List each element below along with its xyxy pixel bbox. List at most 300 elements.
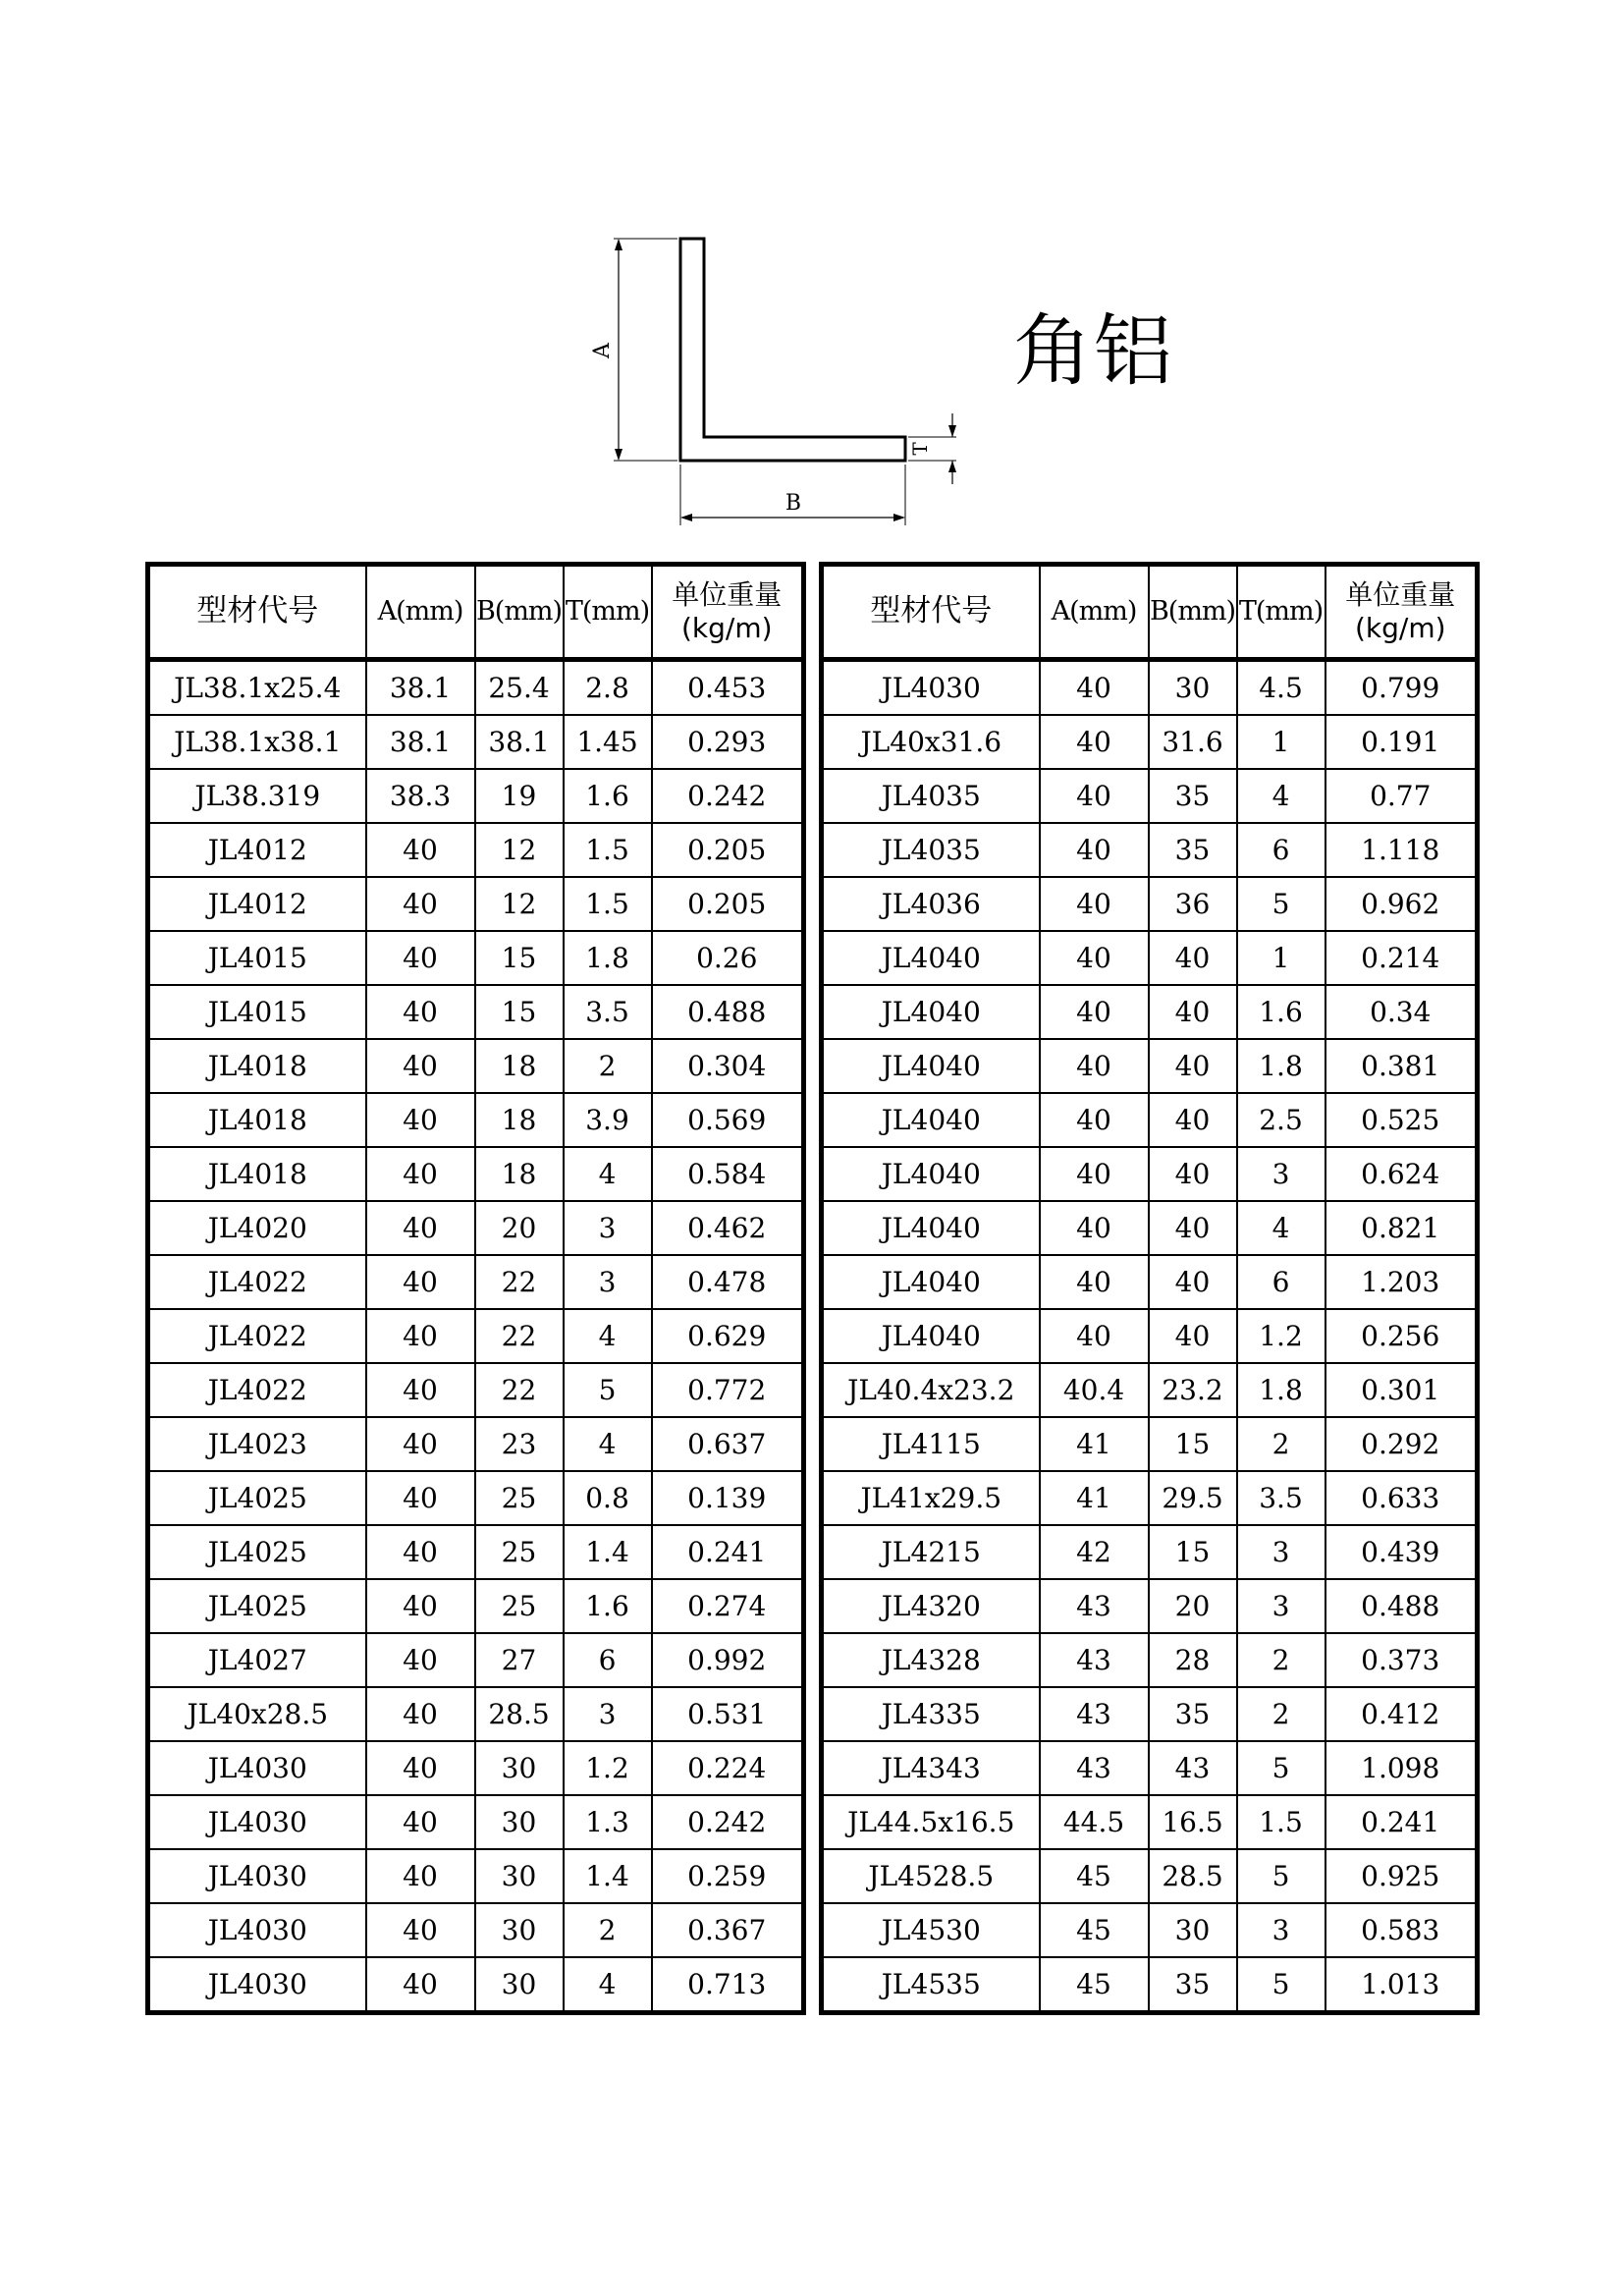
cell-b: 15: [1149, 1417, 1237, 1471]
cell-b: 40: [1149, 1255, 1237, 1309]
dimension-b-arrow-left: [680, 514, 692, 521]
cell-t: 5: [1237, 1957, 1325, 2013]
cell-b: 35: [1149, 769, 1237, 823]
header-weight-line2: (kg/m): [1354, 612, 1446, 644]
cell-b: 25: [475, 1525, 564, 1579]
table-row: [822, 823, 1478, 877]
cell-a: 43: [1040, 1741, 1149, 1795]
cell-a: 45: [1040, 1903, 1149, 1957]
cell-a: 40: [366, 1417, 475, 1471]
cell-t: 1.4: [564, 1525, 652, 1579]
table-row: [822, 1903, 1478, 1957]
table-row: [822, 985, 1478, 1039]
cell-code: JL4040: [822, 1147, 1040, 1201]
table-row: [822, 1579, 1478, 1633]
cell-b: 15: [475, 985, 564, 1039]
table-row: [822, 1687, 1478, 1741]
cell-a: 40: [1040, 769, 1149, 823]
cell-code: JL4030: [148, 1957, 366, 2013]
table-row: [822, 1471, 1478, 1525]
cell-a: 40: [366, 1903, 475, 1957]
cell-code: JL4018: [148, 1093, 366, 1147]
cell-a: 38.1: [366, 715, 475, 769]
cell-b: 12: [475, 877, 564, 931]
cell-weight: 0.293: [652, 715, 804, 769]
cell-a: 40: [1040, 823, 1149, 877]
cell-b: 30: [475, 1741, 564, 1795]
header-t: T(mm): [564, 565, 652, 660]
dimension-a-label: A: [590, 343, 615, 358]
table-row: [148, 1579, 804, 1633]
cell-weight: 0.367: [652, 1903, 804, 1957]
cell-weight: 0.205: [652, 877, 804, 931]
header-weight-line1: 单位重量: [1345, 578, 1456, 612]
cell-weight: 0.624: [1325, 1147, 1478, 1201]
cell-weight: 0.77: [1325, 769, 1478, 823]
cell-b: 15: [475, 931, 564, 985]
cell-b: 15: [1149, 1525, 1237, 1579]
cell-t: 1.8: [1237, 1039, 1325, 1093]
cell-code: JL4018: [148, 1039, 366, 1093]
cell-b: 22: [475, 1255, 564, 1309]
cell-b: 31.6: [1149, 715, 1237, 769]
cell-code: JL40x31.6: [822, 715, 1040, 769]
cell-weight: 0.925: [1325, 1849, 1478, 1903]
cell-code: JL4535: [822, 1957, 1040, 2013]
cell-weight: 0.139: [652, 1471, 804, 1525]
cell-weight: 0.713: [652, 1957, 804, 2013]
cell-code: JL44.5x16.5: [822, 1795, 1040, 1849]
cell-a: 38.3: [366, 769, 475, 823]
table-row: [822, 1147, 1478, 1201]
cell-b: 19: [475, 769, 564, 823]
cell-weight: 0.191: [1325, 715, 1478, 769]
cell-t: 3: [564, 1255, 652, 1309]
cell-a: 40: [366, 1741, 475, 1795]
cell-t: 3.9: [564, 1093, 652, 1147]
cell-t: 4: [564, 1957, 652, 2013]
cell-a: 40: [1040, 1039, 1149, 1093]
cell-code: JL4015: [148, 931, 366, 985]
table-row: [822, 1201, 1478, 1255]
cell-t: 1.2: [564, 1741, 652, 1795]
cell-a: 40: [366, 931, 475, 985]
table-body: [822, 660, 1478, 2013]
cell-weight: 0.637: [652, 1417, 804, 1471]
spec-table-left: [145, 562, 806, 2015]
header-weight: [652, 565, 804, 660]
cell-b: 18: [475, 1093, 564, 1147]
cell-weight: 0.439: [1325, 1525, 1478, 1579]
cell-code: JL4040: [822, 1255, 1040, 1309]
cell-a: 40: [366, 1525, 475, 1579]
cell-b: 28.5: [1149, 1849, 1237, 1903]
cell-code: JL4035: [822, 823, 1040, 877]
cell-a: 41: [1040, 1417, 1149, 1471]
table-row: [148, 1741, 804, 1795]
cell-weight: 0.214: [1325, 931, 1478, 985]
cell-code: JL38.1x38.1: [148, 715, 366, 769]
cell-weight: 0.583: [1325, 1903, 1478, 1957]
table-row: [822, 1309, 1478, 1363]
cell-b: 30: [1149, 1903, 1237, 1957]
cell-b: 22: [475, 1363, 564, 1417]
table-row: [148, 660, 804, 716]
cell-b: 36: [1149, 877, 1237, 931]
cell-code: JL4343: [822, 1741, 1040, 1795]
page-title: 角铝: [1013, 305, 1174, 397]
cell-weight: 0.274: [652, 1579, 804, 1633]
cell-a: 40: [1040, 931, 1149, 985]
dimension-t-arrow-bottom: [948, 461, 956, 472]
table-row: [148, 715, 804, 769]
cell-t: 3: [1237, 1579, 1325, 1633]
cell-code: JL4040: [822, 985, 1040, 1039]
cell-a: 43: [1040, 1687, 1149, 1741]
cell-weight: 0.584: [652, 1147, 804, 1201]
cell-b: 40: [1149, 1309, 1237, 1363]
cell-t: 1.5: [1237, 1795, 1325, 1849]
cell-t: 2: [1237, 1417, 1325, 1471]
cell-t: 3.5: [1237, 1471, 1325, 1525]
cell-b: 25: [475, 1579, 564, 1633]
table-row: [148, 931, 804, 985]
cell-t: 5: [564, 1363, 652, 1417]
cell-t: 2: [1237, 1633, 1325, 1687]
cell-t: 3.5: [564, 985, 652, 1039]
cell-code: JL4320: [822, 1579, 1040, 1633]
cell-b: 20: [475, 1201, 564, 1255]
cell-b: 30: [475, 1795, 564, 1849]
cell-a: 44.5: [1040, 1795, 1149, 1849]
cell-weight: 0.224: [652, 1741, 804, 1795]
cell-t: 4: [1237, 769, 1325, 823]
cell-b: 18: [475, 1147, 564, 1201]
cell-weight: 0.478: [652, 1255, 804, 1309]
cell-weight: 1.203: [1325, 1255, 1478, 1309]
cell-t: 6: [1237, 1255, 1325, 1309]
table-row: [822, 1417, 1478, 1471]
table-row: [822, 1741, 1478, 1795]
table-header-row: [822, 565, 1478, 660]
cell-weight: 0.453: [652, 660, 804, 716]
cell-t: 2: [564, 1039, 652, 1093]
table-row: [148, 1417, 804, 1471]
cell-b: 20: [1149, 1579, 1237, 1633]
cell-b: 40: [1149, 1201, 1237, 1255]
cell-a: 40: [366, 1579, 475, 1633]
cell-t: 1.8: [564, 931, 652, 985]
cell-weight: 0.821: [1325, 1201, 1478, 1255]
cell-weight: 1.013: [1325, 1957, 1478, 2013]
cell-t: 1.8: [1237, 1363, 1325, 1417]
table-row: [822, 1633, 1478, 1687]
cell-code: JL4025: [148, 1525, 366, 1579]
cell-weight: 0.488: [1325, 1579, 1478, 1633]
cell-a: 40.4: [1040, 1363, 1149, 1417]
cell-a: 45: [1040, 1957, 1149, 2013]
cell-t: 1: [1237, 931, 1325, 985]
cell-a: 40: [366, 1363, 475, 1417]
table-row: [148, 1687, 804, 1741]
header-weight: [1325, 565, 1478, 660]
cell-weight: 1.118: [1325, 823, 1478, 877]
cell-code: JL4335: [822, 1687, 1040, 1741]
cell-b: 29.5: [1149, 1471, 1237, 1525]
cell-a: 40: [366, 1471, 475, 1525]
angle-profile-shape: [680, 239, 905, 461]
cell-weight: 0.241: [1325, 1795, 1478, 1849]
cell-a: 40: [366, 1255, 475, 1309]
cell-t: 1.6: [564, 769, 652, 823]
cell-b: 22: [475, 1309, 564, 1363]
cell-t: 3: [1237, 1147, 1325, 1201]
table-row: [148, 1147, 804, 1201]
table-header-row: [148, 565, 804, 660]
cell-b: 43: [1149, 1741, 1237, 1795]
cell-code: JL4528.5: [822, 1849, 1040, 1903]
cell-weight: 0.205: [652, 823, 804, 877]
cell-b: 30: [475, 1849, 564, 1903]
cell-a: 40: [366, 1201, 475, 1255]
header-a: A(mm): [366, 565, 475, 660]
cell-a: 40: [1040, 985, 1149, 1039]
cell-a: 40: [366, 1795, 475, 1849]
cell-a: 40: [366, 1957, 475, 2013]
cell-weight: 0.301: [1325, 1363, 1478, 1417]
cell-t: 6: [564, 1633, 652, 1687]
cell-code: JL4040: [822, 1039, 1040, 1093]
table-body: [148, 660, 804, 2013]
cell-a: 40: [366, 1687, 475, 1741]
table-row: [822, 1093, 1478, 1147]
cell-t: 1.4: [564, 1849, 652, 1903]
cell-t: 4: [1237, 1201, 1325, 1255]
header-code: 型材代号: [822, 565, 1040, 660]
cell-code: JL38.1x25.4: [148, 660, 366, 716]
header-a: A(mm): [1040, 565, 1149, 660]
cell-weight: 0.304: [652, 1039, 804, 1093]
table-row: [148, 1201, 804, 1255]
cell-weight: 0.242: [652, 1795, 804, 1849]
cell-weight: 0.488: [652, 985, 804, 1039]
cell-a: 40: [1040, 1201, 1149, 1255]
table-row: [148, 877, 804, 931]
table-row: [822, 1255, 1478, 1309]
cell-b: 28: [1149, 1633, 1237, 1687]
cell-code: JL4020: [148, 1201, 366, 1255]
cell-weight: 0.525: [1325, 1093, 1478, 1147]
cell-weight: 0.629: [652, 1309, 804, 1363]
cell-t: 3: [564, 1201, 652, 1255]
cell-a: 40: [366, 1039, 475, 1093]
cell-code: JL4530: [822, 1903, 1040, 1957]
cell-t: 1.45: [564, 715, 652, 769]
cell-code: JL4012: [148, 823, 366, 877]
cell-code: JL4018: [148, 1147, 366, 1201]
cell-a: 45: [1040, 1849, 1149, 1903]
cell-t: 5: [1237, 877, 1325, 931]
cell-b: 30: [475, 1957, 564, 2013]
cell-t: 1.5: [564, 823, 652, 877]
cell-code: JL41x29.5: [822, 1471, 1040, 1525]
cell-b: 25.4: [475, 660, 564, 716]
cell-code: JL4035: [822, 769, 1040, 823]
table-row: [148, 985, 804, 1039]
cell-b: 40: [1149, 1039, 1237, 1093]
table-row: [148, 1363, 804, 1417]
table-row: [148, 1471, 804, 1525]
table-row: [822, 1849, 1478, 1903]
cell-b: 40: [1149, 931, 1237, 985]
cell-weight: 0.34: [1325, 985, 1478, 1039]
cell-weight: 0.381: [1325, 1039, 1478, 1093]
cell-b: 28.5: [475, 1687, 564, 1741]
cell-a: 40: [366, 985, 475, 1039]
cell-a: 40: [366, 1093, 475, 1147]
cell-t: 3: [1237, 1903, 1325, 1957]
cell-a: 43: [1040, 1633, 1149, 1687]
cell-b: 35: [1149, 1957, 1237, 2013]
cell-b: 38.1: [475, 715, 564, 769]
cell-t: 2.5: [1237, 1093, 1325, 1147]
header-weight-line1: 单位重量: [672, 578, 783, 612]
table-row: [148, 1309, 804, 1363]
cell-t: 1.5: [564, 877, 652, 931]
table-row: [148, 769, 804, 823]
cell-b: 40: [1149, 1093, 1237, 1147]
cell-a: 40: [366, 1849, 475, 1903]
cell-a: 40: [366, 877, 475, 931]
cell-code: JL4022: [148, 1309, 366, 1363]
table-row: [148, 1633, 804, 1687]
cell-a: 40: [1040, 877, 1149, 931]
cell-weight: 0.373: [1325, 1633, 1478, 1687]
cell-code: JL4027: [148, 1633, 366, 1687]
cell-b: 30: [475, 1903, 564, 1957]
cell-code: JL4025: [148, 1579, 366, 1633]
table-row: [148, 1957, 804, 2013]
cell-t: 1.2: [1237, 1309, 1325, 1363]
cell-t: 6: [1237, 823, 1325, 877]
table-row: [822, 1525, 1478, 1579]
cell-a: 40: [1040, 1255, 1149, 1309]
header-code: 型材代号: [148, 565, 366, 660]
cell-b: 35: [1149, 1687, 1237, 1741]
cell-weight: 1.098: [1325, 1741, 1478, 1795]
header-t: T(mm): [1237, 565, 1325, 660]
cell-t: 4: [564, 1147, 652, 1201]
cell-t: 3: [1237, 1525, 1325, 1579]
cell-weight: 0.962: [1325, 877, 1478, 931]
cell-b: 40: [1149, 985, 1237, 1039]
dimension-a-arrow-bottom: [615, 449, 622, 461]
cell-code: JL4030: [822, 660, 1040, 716]
cell-code: JL4012: [148, 877, 366, 931]
table-row: [148, 823, 804, 877]
cell-t: 3: [564, 1687, 652, 1741]
cell-code: JL4030: [148, 1903, 366, 1957]
cell-b: 18: [475, 1039, 564, 1093]
cell-t: 2: [1237, 1687, 1325, 1741]
cell-weight: 0.259: [652, 1849, 804, 1903]
cell-code: JL4040: [822, 931, 1040, 985]
cell-code: JL4040: [822, 1201, 1040, 1255]
cell-a: 40: [1040, 1309, 1149, 1363]
cell-t: 1.3: [564, 1795, 652, 1849]
cell-code: JL4030: [148, 1849, 366, 1903]
cell-t: 0.8: [564, 1471, 652, 1525]
cell-t: 2: [564, 1903, 652, 1957]
cell-t: 1.6: [564, 1579, 652, 1633]
cell-t: 4.5: [1237, 660, 1325, 716]
cell-a: 38.1: [366, 660, 475, 716]
cell-b: 35: [1149, 823, 1237, 877]
cell-code: JL40.4x23.2: [822, 1363, 1040, 1417]
table-row: [822, 877, 1478, 931]
angle-profile-diagram: [579, 221, 972, 535]
cell-code: JL4040: [822, 1093, 1040, 1147]
table-row: [822, 660, 1478, 716]
cell-weight: 0.799: [1325, 660, 1478, 716]
cell-weight: 0.633: [1325, 1471, 1478, 1525]
cell-t: 4: [564, 1309, 652, 1363]
cell-weight: 0.569: [652, 1093, 804, 1147]
cell-code: JL4022: [148, 1255, 366, 1309]
cell-a: 40: [1040, 660, 1149, 716]
cell-b: 16.5: [1149, 1795, 1237, 1849]
cell-a: 40: [366, 1309, 475, 1363]
cell-code: JL4015: [148, 985, 366, 1039]
table-row: [148, 1903, 804, 1957]
cell-weight: 0.412: [1325, 1687, 1478, 1741]
cell-t: 2.8: [564, 660, 652, 716]
cell-b: 40: [1149, 1147, 1237, 1201]
cell-a: 40: [1040, 1147, 1149, 1201]
table-row: [148, 1255, 804, 1309]
cell-code: JL4115: [822, 1417, 1040, 1471]
cell-a: 42: [1040, 1525, 1149, 1579]
cell-code: JL4030: [148, 1795, 366, 1849]
cell-code: JL4030: [148, 1741, 366, 1795]
cell-code: JL4040: [822, 1309, 1040, 1363]
cell-a: 40: [366, 1633, 475, 1687]
table-row: [148, 1525, 804, 1579]
header-weight-line2: (kg/m): [680, 612, 773, 644]
cell-weight: 0.242: [652, 769, 804, 823]
cell-weight: 0.26: [652, 931, 804, 985]
header-b: B(mm): [475, 565, 564, 660]
cell-weight: 0.772: [652, 1363, 804, 1417]
cell-a: 41: [1040, 1471, 1149, 1525]
cell-a: 40: [366, 1147, 475, 1201]
cell-code: JL4025: [148, 1471, 366, 1525]
cell-code: JL4036: [822, 877, 1040, 931]
cell-b: 27: [475, 1633, 564, 1687]
table-row: [822, 1957, 1478, 2013]
cell-weight: 0.462: [652, 1201, 804, 1255]
cell-a: 40: [1040, 715, 1149, 769]
cell-code: JL4328: [822, 1633, 1040, 1687]
cell-code: JL4022: [148, 1363, 366, 1417]
cell-b: 25: [475, 1471, 564, 1525]
spec-table-right: [819, 562, 1480, 2015]
cell-t: 5: [1237, 1849, 1325, 1903]
cell-a: 40: [366, 823, 475, 877]
table-row: [148, 1093, 804, 1147]
table-row: [148, 1795, 804, 1849]
cell-t: 1.6: [1237, 985, 1325, 1039]
